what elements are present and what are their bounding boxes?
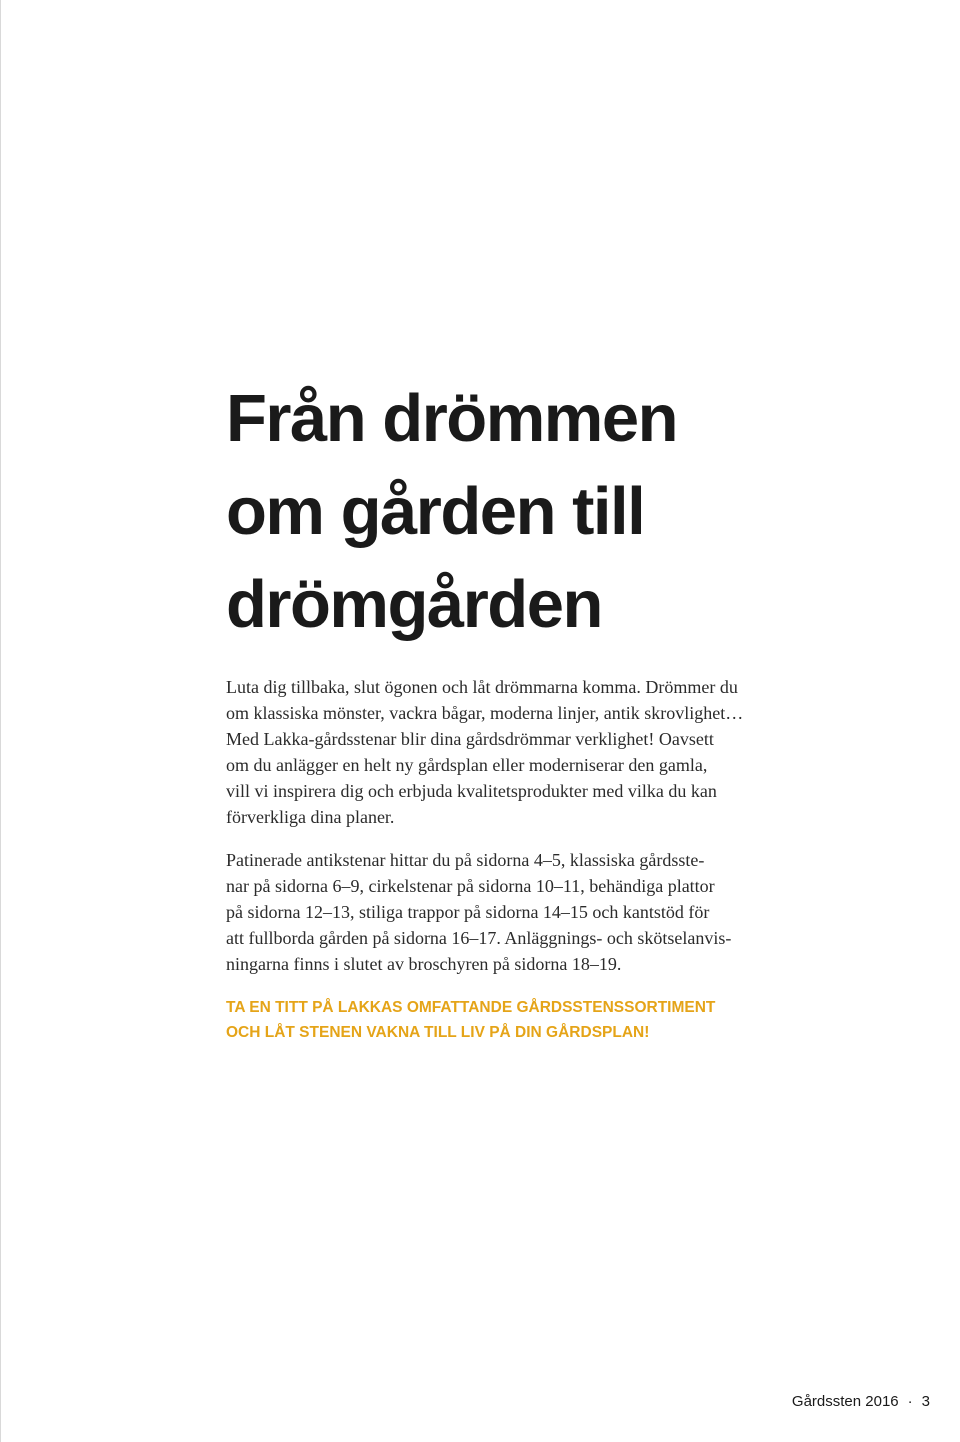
contents-line: Patinerade antikstenar hittar du på sidorna 4–5, klassiska gårdsste- — [226, 850, 705, 870]
intro-paragraph — [226, 674, 816, 830]
cta-line-1: TA EN TITT PÅ LAKKAS OMFATTANDE GÅRDSSTENSSORTIMENT — [226, 999, 716, 1016]
page-footer — [792, 1392, 930, 1412]
contents-line: på sidorna 12–13, stiliga trappor på sidorna 14–15 och kantstöd för — [226, 902, 710, 922]
footer-separator: · — [907, 1393, 913, 1410]
cta-line-2: OCH LÅT STENEN VAKNA TILL LIV PÅ DIN GÅRDSPLAN! — [226, 1024, 650, 1041]
contents-line: ningarna finns i slutet av broschyren på sidorna 18–19. — [226, 954, 622, 974]
contents-paragraph — [226, 847, 816, 977]
page-edge-rule — [0, 0, 1, 1442]
contents-line: nar på sidorna 6–9, cirkelstenar på sidorna 10–11, behändiga plattor — [226, 876, 715, 896]
intro-line: om du anlägger en helt ny gårdsplan eller moderniserar den gamla, — [226, 755, 708, 775]
title-line-3: drömgården — [226, 567, 602, 642]
title-line-1: Från drömmen — [226, 381, 678, 456]
intro-line: Med Lakka-gårdsstenar blir dina gårdsdrömmar verklighet! Oavsett — [226, 729, 714, 749]
intro-line: Luta dig tillbaka, slut ögonen och låt drömmarna komma. Drömmer du — [226, 677, 738, 697]
publication-name: Gårdssten 2016 — [791, 1393, 899, 1410]
intro-line: förverkliga dina planer. — [226, 807, 395, 827]
page-number: 3 — [921, 1393, 930, 1410]
page-title — [226, 372, 866, 651]
title-line-2: om gården till — [226, 474, 645, 549]
call-to-action — [226, 995, 846, 1045]
intro-line: vill vi inspirera dig och erbjuda kvalitetsprodukter med vilka du kan — [226, 781, 717, 801]
contents-line: att fullborda gården på sidorna 16–17. Anläggnings- och skötselanvis- — [226, 928, 732, 948]
intro-line: om klassiska mönster, vackra bågar, moderna linjer, antik skrovlighet… — [226, 703, 744, 723]
